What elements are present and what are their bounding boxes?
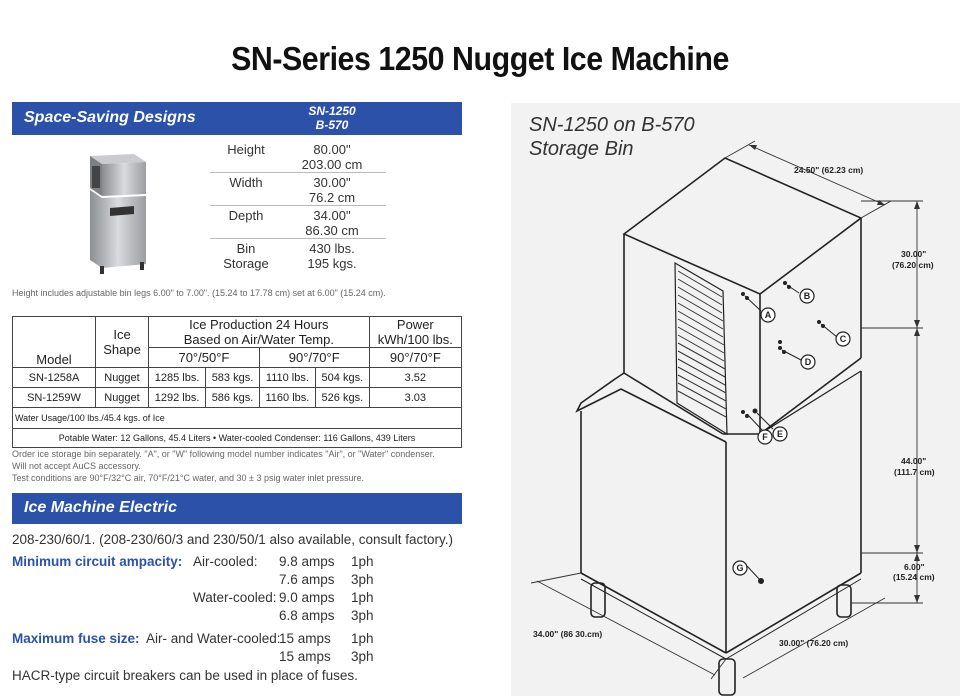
diagram-panel [511,103,960,696]
min-ampacity-label: Minimum circuit ampacity: [12,554,183,569]
amps-value: 9.8 amps [279,554,335,569]
model-line1: SN-1250 [308,104,356,118]
amps-value: 6.8 amps [279,608,335,623]
phase-value: 3ph [351,572,374,587]
hacr-note: HACR-type circuit breakers can be used in place of fuses. [12,668,358,683]
potable-row: Potable Water: 12 Gallons, 45.4 Liters • Water-cooled Condenser: 116 Gallons, 439 Liters [13,429,462,448]
callout-g-label: G [736,563,744,573]
dim-44-label: 44.00" [901,456,927,466]
dim-30-label: 30.00" [901,249,927,259]
dim-depth-label: 34.00" (86 30.cm) [533,629,603,639]
production-table [12,316,462,448]
table-row: SN-1259W Nugget 1292 lbs. 586 kgs. 1160 lbs. 526 kgs. 3.03 [13,388,462,408]
phase-value: 1ph [351,554,374,569]
amps-value: 15 amps [279,649,331,664]
phase-value: 3ph [351,649,374,664]
header-power: Power kWh/100 lbs. [369,317,461,348]
dim-6-label: 6.00" [904,562,925,572]
ice-machine-image [84,150,154,275]
dim-30-cm-label: (76.20 cm) [892,260,934,270]
arrowheads [749,145,920,603]
water-cooled-label: Water-cooled: [193,590,277,605]
phase-value: 3ph [351,608,374,623]
electric-title: Ice Machine Electric [24,499,177,516]
callout-a-label: A [764,310,772,320]
phase-value: 1ph [351,590,374,605]
dim-top-label: 24.50" (62.23 cm) [794,165,864,175]
callout-c-label: C [839,334,847,344]
dim-6-cm-label: (15.24 cm) [893,572,935,582]
table-row: SN-1258A Nugget 1285 lbs. 583 kgs. 1110 lbs. 504 kgs. 3.52 [13,368,462,388]
dim-44-cm-label: (111.7 cm) [894,467,935,477]
callout-f-label: F [762,432,768,442]
page-title: SN-Series 1250 Nugget Ice Machine [231,40,729,77]
water-usage-row: Water Usage/100 lbs./45.4 kgs. of Ice [13,408,462,429]
temp-90-70: 90°/70°F [259,348,369,368]
model-label [302,104,362,132]
table-notes: Order ice storage bin separately. "A", or "W" following model number indicates "Air", or "Water" condenser. Will not accept AuCS accessory. Test conditions are 90°F/32°C air, 70°F/21°C water, and 30 ± 3 psig water inlet pressure. [12,449,435,483]
divider [210,205,386,206]
divider [210,238,386,239]
model-line2: B-570 [315,118,349,132]
dim-width-label: 30.00" (76.20 cm) [779,638,849,648]
amps-value: 15 amps [279,631,331,646]
temp-70-50: 70°/50°F [149,348,260,368]
phase-value: 1ph [351,631,374,646]
electric-header [12,493,462,524]
callout-d-label: D [804,357,812,367]
fuse-desc: Air- and Water-cooled: [146,631,281,646]
diagram-title: SN-1250 on B-570 Storage Bin [529,114,695,160]
space-saving-header [12,102,462,135]
amps-value: 7.6 amps [279,572,335,587]
dimension-drawing [511,103,960,696]
height-note: Height includes adjustable bin legs 6.00" to 7.00". (15.24 to 17.78 cm) set at 6.00" (15.24 cm). [12,288,386,298]
voltage-text: 208-230/60/1. (208-230/60/3 and 230/50/1 also available, consult factory.) [12,532,454,547]
amps-value: 9.0 amps [279,590,335,605]
header-ice-shape: Ice Shape [96,317,149,368]
max-fuse-label: Maximum fuse size: [12,631,140,646]
divider [210,172,386,173]
header-ice-production: Ice Production 24 Hours Based on Air/Water Temp. [149,317,370,348]
space-saving-title: Space-Saving Designs [24,109,196,126]
header-model: Model [13,317,96,368]
callout-b-label: B [803,291,811,301]
callout-e-label: E [776,429,784,439]
temp-power: 90°/70°F [369,348,461,368]
air-cooled-label: Air-cooled: [193,554,258,569]
vent-slats [678,271,726,417]
